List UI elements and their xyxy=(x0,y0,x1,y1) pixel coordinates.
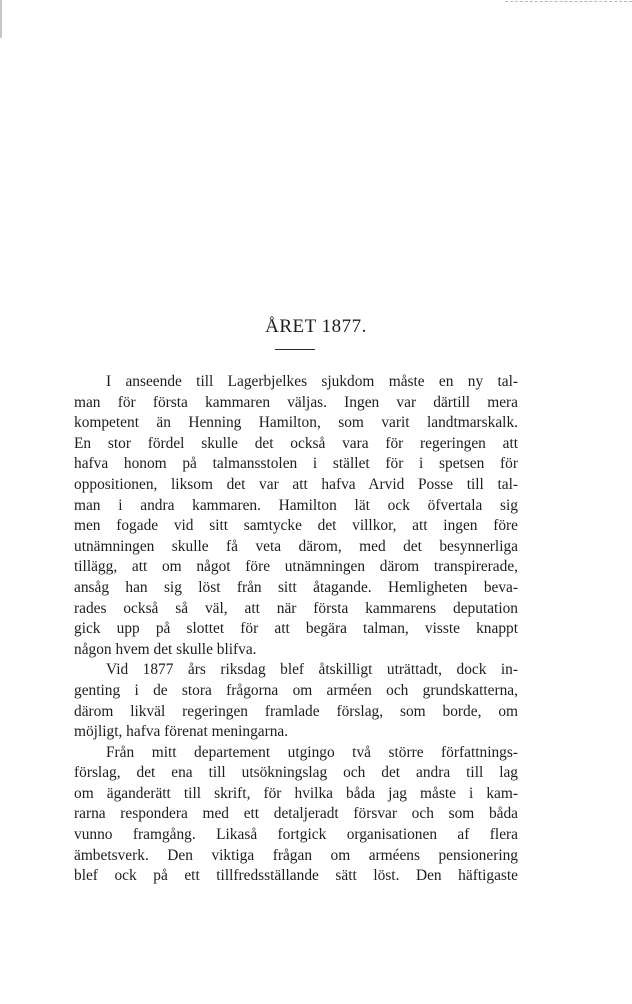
page-edge-mark xyxy=(0,0,2,38)
text-line: I anseende till Lagerbjelkes sjukdom måste en ny tal- xyxy=(106,373,518,390)
text-line: oppositionen, liksom det var att hafva Arvid Posse till tal- xyxy=(74,475,518,493)
text-line: Vid 1877 års riksdag blef åtskilligt uträttadt, dock in- xyxy=(106,661,518,679)
text-line: förslag, det ena till utsökningslag och det andra till lag xyxy=(74,764,518,782)
text-line: någon hvem det skulle blifva. xyxy=(74,640,257,658)
text-line: man i andra kammaren. Hamilton lät ock öfvertala sig xyxy=(74,496,518,514)
text-line: kompetent än Henning Hamilton, som varit landtmarskalk. xyxy=(74,414,518,432)
text-line: tillägg, att om något före utnämningen därom transpirerade, xyxy=(74,558,518,576)
text-line: möjligt, hafva förenat meningarna. xyxy=(74,723,289,741)
text-line: man för första kammaren väljas. Ingen var därtill mera xyxy=(74,393,518,411)
text-line: ansåg han sig löst från sitt åtagande. Hemligheten beva- xyxy=(74,578,518,596)
body-text xyxy=(74,372,518,887)
text-line: hafva honom på talmansstolen i stället för i spetsen för xyxy=(74,455,518,473)
text-line: om äganderätt till skrift, för hvilka båda jag måste i kam- xyxy=(74,784,518,802)
text-line: rarna respondera med ett detaljeradt försvar och som båda xyxy=(74,805,518,823)
chapter-title: ÅRET 1877. xyxy=(265,316,367,337)
text-line: därom likväl regeringen framlade förslag, som borde, om xyxy=(74,702,518,720)
text-line: blef ock på ett tillfredsställande sätt löst. Den häftigaste xyxy=(74,867,518,885)
text-line: men fogade vid sitt samtycke det villkor, att ingen före xyxy=(74,517,518,535)
text-line: ämbetsverk. Den viktiga frågan om arméens pensionering xyxy=(74,846,518,864)
text-line: genting i de stora frågorna om arméen och grundskatterna, xyxy=(74,681,518,699)
text-line: rades också så väl, att när första kammarens deputation xyxy=(74,599,518,617)
text-line: utnämningen skulle få veta därom, med det besynnerliga xyxy=(74,537,518,555)
text-line: vunno framgång. Likaså fortgick organisationen af flera xyxy=(74,826,518,844)
text-line: gick upp på slottet för att begära talman, visste knappt xyxy=(74,620,518,638)
title-rule xyxy=(275,349,315,350)
text-line: Från mitt departement utgingo två större författnings- xyxy=(106,743,518,761)
text-line: En stor fördel skulle det också vara för regeringen att xyxy=(74,434,518,452)
top-dashed-rule xyxy=(505,1,632,2)
